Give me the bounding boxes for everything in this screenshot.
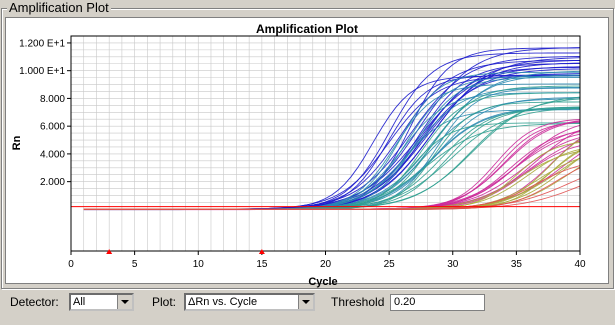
plot-type-value: ΔRn vs. Cycle — [188, 296, 258, 308]
y-tick-label: 1.200 E+1 — [19, 38, 65, 50]
threshold-label: Threshold — [331, 295, 385, 309]
y-tick-label: 4.000 — [39, 149, 65, 161]
x-tick-label: 35 — [510, 259, 522, 270]
window-title: Amplification Plot — [9, 0, 109, 15]
x-tick-label: 5 — [131, 259, 138, 270]
threshold-input[interactable] — [390, 294, 485, 311]
detector-value: All — [73, 296, 86, 308]
x-tick-label: 40 — [574, 259, 586, 270]
y-tick-label: 8.000 — [39, 93, 65, 105]
chevron-down-icon[interactable] — [117, 295, 132, 309]
x-tick-label: 15 — [256, 259, 268, 270]
y-axis-label: Rn — [11, 135, 23, 151]
x-tick-label: 25 — [383, 259, 395, 270]
detector-label: Detector: — [10, 295, 59, 309]
plot-label: Plot: — [152, 295, 177, 309]
x-tick-label: 10 — [192, 259, 204, 270]
threshold-value: 0.20 — [394, 296, 416, 308]
x-tick-label: 0 — [68, 259, 74, 270]
y-tick-label: 2.000 — [39, 177, 65, 189]
controls-bar — [0, 291, 615, 321]
y-tick-label: 1.000 E+1 — [19, 66, 65, 78]
chart-title: Amplification Plot — [256, 22, 358, 36]
chevron-down-icon[interactable] — [298, 295, 313, 309]
detector-dropdown[interactable] — [69, 293, 134, 311]
x-tick-label: 20 — [319, 259, 332, 270]
y-tick-label: 6.000 — [39, 121, 65, 133]
x-axis-label: Cycle — [308, 276, 338, 288]
x-tick-label: 30 — [447, 259, 459, 270]
plot-type-dropdown[interactable] — [184, 293, 315, 311]
